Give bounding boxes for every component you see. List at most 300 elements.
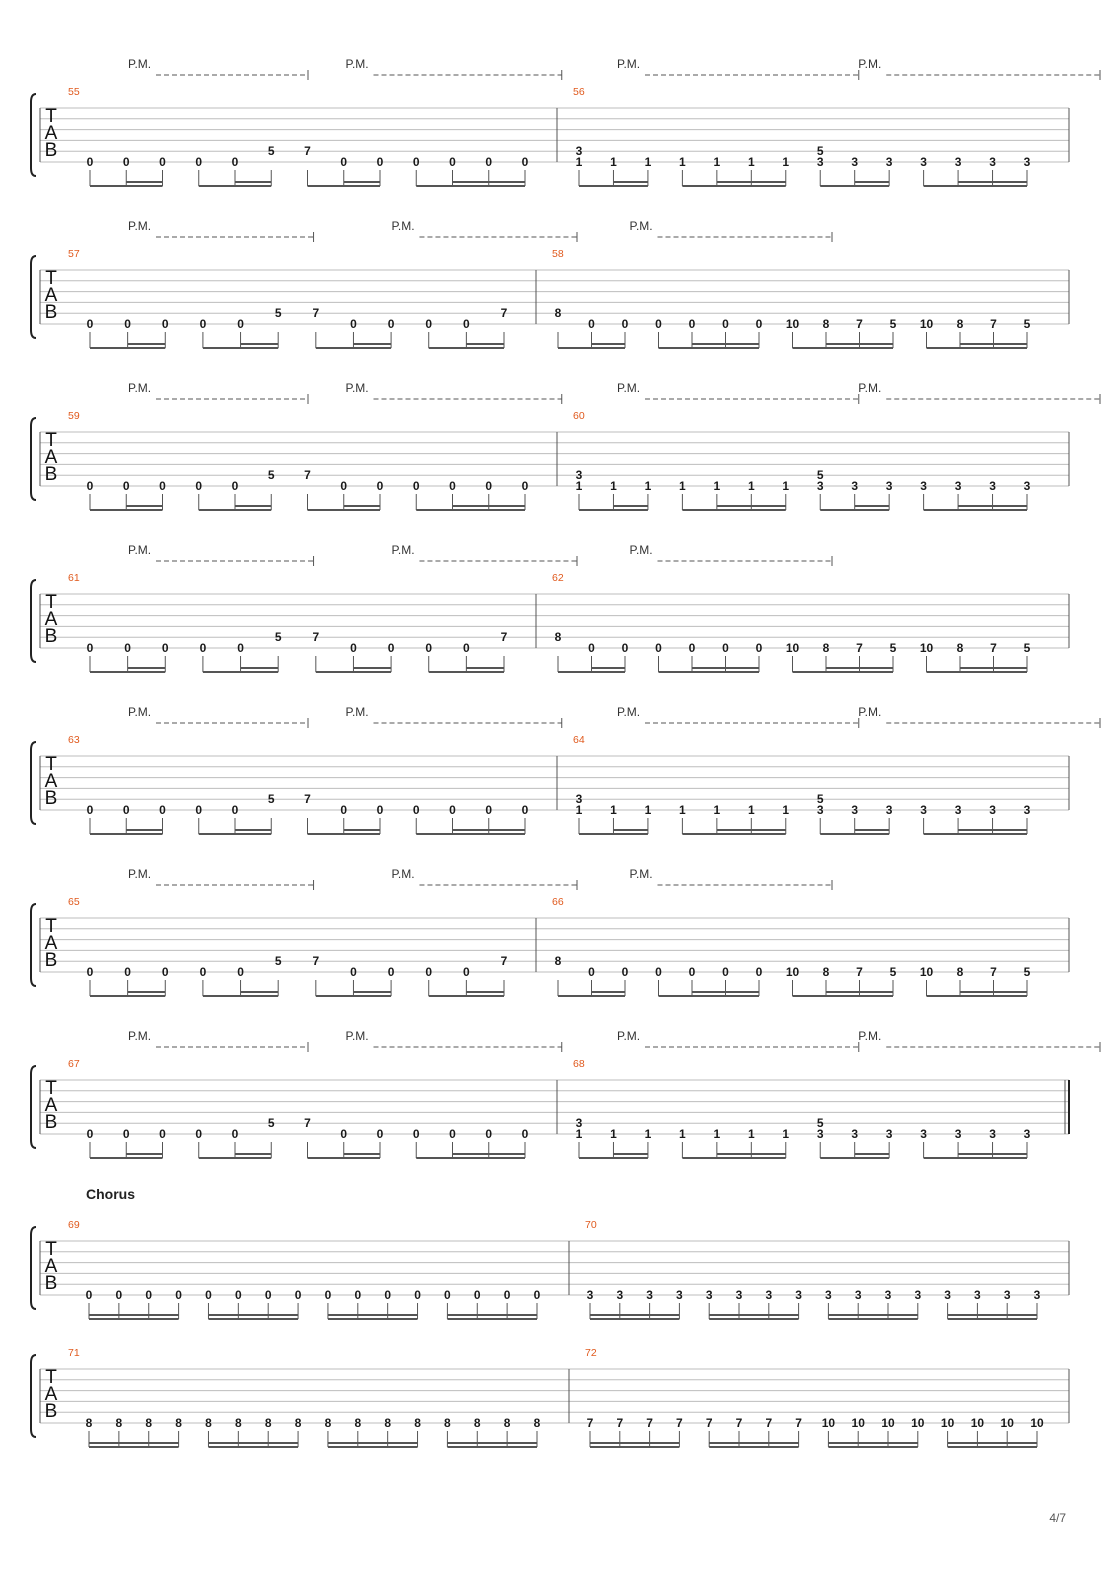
fret-number: 0 [205,1288,212,1302]
fret-number: 10 [785,641,800,655]
fret-number: 3 [914,1288,922,1302]
measure-number: 58 [552,248,564,260]
fret-number: 10 [851,1416,865,1430]
fret-number: 0 [463,965,470,979]
fret-number: 3 [816,803,824,817]
tab-clef-letter: A [44,771,58,792]
palm-mute-label: P.M. [858,705,882,719]
fret-number: 7 [705,1416,713,1430]
fret-number: 0 [755,641,763,655]
tab-system [31,543,1069,672]
fret-number: 0 [86,155,94,169]
fret-number: 5 [1023,317,1031,331]
fret-number: 1 [713,155,721,169]
fret-number: 3 [575,468,583,483]
fret-number: 8 [85,1416,93,1430]
fret-number: 0 [340,803,348,817]
fret-number: 0 [688,965,696,979]
fret-number: 0 [195,1127,203,1141]
tab-clef-letter: B [44,626,58,647]
fret-number: 3 [954,479,962,493]
fret-number: 7 [856,965,863,979]
fret-number: 7 [856,641,863,655]
fret-number: 7 [304,144,311,159]
fret-number: 3 [989,479,996,493]
tab-system [31,1029,1100,1158]
fret-number: 1 [713,1127,721,1141]
tab-clef-letter: A [44,447,58,468]
system-bracket [31,580,36,662]
fret-number: 0 [195,155,203,169]
fret-number: 8 [554,630,562,645]
fret-number: 8 [822,317,830,331]
fret-number: 1 [575,803,583,817]
palm-mute-label: P.M. [617,381,641,395]
fret-number: 0 [412,155,420,169]
fret-number: 7 [304,792,311,807]
tab-system [31,219,1069,348]
fret-number: 0 [199,317,207,331]
fret-number: 0 [161,641,169,655]
fret-number: 0 [655,641,662,655]
fret-number: 10 [919,641,934,655]
tab-system [31,867,1069,996]
system-bracket [31,742,36,824]
fret-number: 0 [237,641,244,655]
tab-system [31,381,1100,510]
fret-number: 5 [274,306,282,321]
fret-number: 0 [161,965,169,979]
palm-mute-label: P.M. [629,219,653,233]
fret-number: 0 [340,479,348,493]
fret-number: 5 [1023,965,1031,979]
fret-number: 0 [485,1127,493,1141]
fret-number: 3 [575,1116,583,1131]
fret-number: 3 [575,144,583,159]
palm-mute-label: P.M. [391,867,415,881]
fret-number: 7 [990,965,997,979]
fret-number: 0 [412,803,420,817]
fret-number: 0 [384,1288,392,1302]
palm-mute-label: P.M. [128,381,152,395]
fret-number: 0 [237,965,244,979]
system-bracket [31,1066,36,1148]
fret-number: 0 [473,1288,481,1302]
fret-number: 8 [384,1416,392,1430]
fret-number: 7 [735,1416,743,1430]
tab-clef-letter: B [44,1112,58,1133]
fret-number: 0 [376,803,384,817]
fret-number: 3 [816,479,824,493]
fret-number: 3 [1023,155,1031,169]
palm-mute-label: P.M. [128,543,152,557]
fret-number: 8 [234,1416,242,1430]
tab-clef-letter: B [44,950,58,971]
tab-clef-letter: T [45,1078,57,1099]
fret-number: 1 [747,155,755,169]
fret-number: 5 [816,1116,824,1131]
fret-number: 7 [765,1416,773,1430]
tab-clef-letter: T [45,430,57,451]
measure-number: 59 [68,410,80,422]
fret-number: 3 [884,1288,892,1302]
fret-number: 7 [312,954,320,969]
fret-number: 5 [816,468,824,483]
fret-number: 3 [1023,803,1031,817]
fret-number: 0 [688,641,696,655]
fret-number: 3 [885,479,893,493]
fret-number: 0 [195,803,203,817]
measure-number: 71 [68,1347,80,1359]
fret-number: 8 [822,965,830,979]
fret-number: 0 [350,965,357,979]
fret-number: 0 [655,317,662,331]
fret-number: 0 [294,1288,302,1302]
fret-number: 3 [586,1288,594,1302]
palm-mute-label: P.M. [128,219,152,233]
measure-number: 68 [573,1058,585,1070]
fret-number: 1 [782,803,790,817]
fret-number: 8 [503,1416,511,1430]
system-bracket [31,1227,36,1309]
fret-number: 3 [795,1288,802,1302]
fret-number: 7 [856,317,863,331]
fret-number: 7 [304,1116,311,1131]
fret-number: 1 [679,803,686,817]
fret-number: 0 [199,641,207,655]
measure-number: 64 [573,734,585,746]
fret-number: 5 [1023,641,1031,655]
fret-number: 3 [1023,1127,1031,1141]
fret-number: 0 [621,641,629,655]
fret-number: 3 [885,155,893,169]
fret-number: 8 [414,1416,421,1430]
system-bracket [31,1355,36,1437]
fret-number: 3 [646,1288,653,1302]
fret-number: 1 [747,479,755,493]
measure-number: 57 [68,248,80,260]
tab-system [31,57,1100,186]
fret-number: 1 [644,803,652,817]
palm-mute-label: P.M. [345,1029,369,1043]
fret-number: 3 [816,155,824,169]
fret-number: 8 [956,317,964,331]
fret-number: 8 [822,641,830,655]
fret-number: 0 [387,641,395,655]
fret-number: 0 [722,641,729,655]
fret-number: 0 [237,317,244,331]
fret-number: 3 [705,1288,713,1302]
fret-number: 10 [785,965,800,979]
fret-number: 1 [679,155,686,169]
fret-number: 0 [503,1288,511,1302]
fret-number: 0 [264,1288,272,1302]
fret-number: 1 [679,479,686,493]
fret-number: 8 [294,1416,302,1430]
fret-number: 10 [881,1416,895,1430]
tab-clef-letter: T [45,592,57,613]
fret-number: 3 [920,803,927,817]
palm-mute-label: P.M. [128,705,152,719]
fret-number: 0 [521,803,529,817]
fret-number: 0 [159,803,166,817]
fret-number: 0 [161,317,169,331]
measure-number: 66 [552,896,564,908]
fret-number: 3 [974,1288,981,1302]
fret-number: 0 [86,479,94,493]
fret-number: 5 [267,1116,275,1131]
fret-number: 8 [554,954,562,969]
fret-number: 10 [919,317,934,331]
fret-number: 5 [274,954,282,969]
fret-number: 7 [676,1416,683,1430]
fret-number: 3 [989,155,996,169]
fret-number: 0 [124,965,131,979]
fret-number: 0 [122,803,130,817]
fret-number: 3 [676,1288,683,1302]
fret-number: 0 [533,1288,541,1302]
palm-mute-label: P.M. [128,57,152,71]
fret-number: 1 [644,155,652,169]
fret-number: 0 [425,641,433,655]
fret-number: 3 [854,1288,862,1302]
fret-number: 0 [145,1288,153,1302]
fret-number: 0 [159,479,166,493]
fret-number: 5 [274,630,282,645]
fret-number: 0 [588,317,595,331]
fret-number: 0 [621,317,629,331]
fret-number: 5 [267,468,275,483]
measure-number: 69 [68,1219,80,1231]
fret-number: 3 [851,803,859,817]
fret-number: 3 [989,803,996,817]
fret-number: 3 [1023,479,1031,493]
fret-number: 8 [473,1416,481,1430]
fret-number: 0 [449,479,456,493]
fret-number: 8 [354,1416,362,1430]
fret-number: 0 [124,317,131,331]
fret-number: 8 [264,1416,272,1430]
palm-mute-label: P.M. [858,381,882,395]
tab-clef-letter: A [44,933,58,954]
fret-number: 0 [621,965,629,979]
fret-number: 0 [521,1127,529,1141]
fret-number: 1 [747,803,755,817]
palm-mute-label: P.M. [617,705,641,719]
fret-number: 1 [610,155,617,169]
fret-number: 8 [115,1416,123,1430]
fret-number: 10 [970,1416,985,1430]
system-bracket [31,256,36,338]
fret-number: 0 [86,803,94,817]
fret-number: 0 [521,479,529,493]
fret-number: 3 [825,1288,832,1302]
fret-number: 5 [267,144,275,159]
tab-system [31,705,1100,834]
fret-number: 3 [1003,1288,1011,1302]
fret-number: 0 [655,965,662,979]
fret-number: 0 [449,155,456,169]
fret-number: 1 [575,155,583,169]
tab-clef-letter: T [45,1367,57,1388]
fret-number: 0 [425,317,433,331]
fret-number: 0 [350,641,357,655]
fret-number: 3 [944,1288,951,1302]
fret-number: 0 [159,155,166,169]
fret-number: 5 [889,317,897,331]
tab-system [31,1347,1069,1447]
system-bracket [31,418,36,500]
fret-number: 0 [86,317,94,331]
tab-clef-letter: T [45,916,57,937]
tab-clef-letter: B [44,788,58,809]
fret-number: 8 [145,1416,153,1430]
fret-number: 0 [376,155,384,169]
fret-number: 0 [159,1127,166,1141]
fret-number: 0 [387,965,395,979]
fret-number: 0 [755,965,763,979]
fret-number: 3 [920,479,927,493]
tab-clef-letter: A [44,1095,58,1116]
fret-number: 1 [644,479,652,493]
fret-number: 7 [795,1416,802,1430]
measure-number: 65 [68,896,80,908]
fret-number: 8 [554,306,562,321]
fret-number: 7 [500,306,508,321]
palm-mute-label: P.M. [391,219,415,233]
fret-number: 8 [956,641,964,655]
tab-clef-letter: B [44,1401,58,1422]
fret-number: 0 [124,641,131,655]
fret-number: 7 [990,641,997,655]
fret-number: 3 [735,1288,743,1302]
measure-number: 60 [573,410,585,422]
measure-number: 70 [585,1219,597,1231]
fret-number: 3 [851,155,859,169]
fret-number: 3 [1033,1288,1041,1302]
fret-number: 7 [500,630,508,645]
fret-number: 8 [533,1416,541,1430]
fret-number: 0 [199,965,207,979]
fret-number: 7 [312,306,320,321]
fret-number: 0 [195,479,203,493]
fret-number: 7 [616,1416,624,1430]
fret-number: 0 [414,1288,421,1302]
fret-number: 0 [175,1288,182,1302]
fret-number: 0 [376,1127,384,1141]
tab-clef-letter: T [45,268,57,289]
tab-clef-letter: A [44,609,58,630]
fret-number: 1 [782,479,790,493]
tab-clef-letter: B [44,140,58,161]
fret-number: 0 [122,155,130,169]
tab-clef-letter: T [45,106,57,127]
fret-number: 10 [911,1416,925,1430]
fret-number: 1 [679,1127,686,1141]
measure-number: 55 [68,86,80,98]
fret-number: 0 [122,1127,130,1141]
fret-number: 0 [449,1127,456,1141]
fret-number: 0 [234,1288,242,1302]
fret-number: 0 [485,803,493,817]
fret-number: 3 [616,1288,624,1302]
fret-number: 7 [990,317,997,331]
fret-number: 10 [821,1416,836,1430]
fret-number: 0 [231,155,239,169]
fret-number: 1 [610,803,617,817]
fret-number: 5 [889,965,897,979]
tab-clef-letter: A [44,285,58,306]
fret-number: 0 [412,1127,420,1141]
fret-number: 0 [376,479,384,493]
fret-number: 0 [340,155,348,169]
fret-number: 7 [500,954,508,969]
fret-number: 0 [86,641,94,655]
fret-number: 5 [816,792,824,807]
fret-number: 3 [954,1127,962,1141]
fret-number: 0 [449,803,456,817]
palm-mute-label: P.M. [345,705,369,719]
fret-number: 0 [588,641,595,655]
fret-number: 3 [885,1127,893,1141]
fret-number: 8 [956,965,964,979]
fret-number: 0 [425,965,433,979]
measure-number: 72 [585,1347,597,1359]
fret-number: 8 [444,1416,451,1430]
fret-number: 3 [954,155,962,169]
palm-mute-label: P.M. [345,57,369,71]
fret-number: 0 [485,155,493,169]
fret-number: 3 [920,1127,927,1141]
fret-number: 1 [782,155,790,169]
fret-number: 8 [205,1416,212,1430]
tab-clef-letter: T [45,754,57,775]
fret-number: 0 [722,317,729,331]
fret-number: 3 [989,1127,996,1141]
fret-number: 1 [610,1127,617,1141]
tab-clef-letter: B [44,302,58,323]
fret-number: 8 [324,1416,332,1430]
fret-number: 0 [231,803,239,817]
fret-number: 0 [485,479,493,493]
fret-number: 1 [575,1127,583,1141]
fret-number: 0 [463,641,470,655]
tab-clef-letter: B [44,1273,58,1294]
fret-number: 10 [919,965,934,979]
fret-number: 10 [785,317,800,331]
fret-number: 1 [747,1127,755,1141]
palm-mute-label: P.M. [345,381,369,395]
palm-mute-label: P.M. [391,543,415,557]
fret-number: 0 [85,1288,93,1302]
page-number: 4/7 [1049,1511,1066,1525]
fret-number: 0 [412,479,420,493]
fret-number: 0 [588,965,595,979]
fret-number: 7 [304,468,311,483]
fret-number: 0 [122,479,130,493]
system-bracket [31,94,36,176]
tab-clef-letter: A [44,1384,58,1405]
fret-number: 0 [231,1127,239,1141]
palm-mute-label: P.M. [858,57,882,71]
palm-mute-label: P.M. [629,867,653,881]
fret-number: 3 [885,803,893,817]
fret-number: 7 [312,630,320,645]
fret-number: 0 [340,1127,348,1141]
fret-number: 7 [646,1416,653,1430]
fret-number: 0 [755,317,763,331]
tab-clef-letter: A [44,123,58,144]
